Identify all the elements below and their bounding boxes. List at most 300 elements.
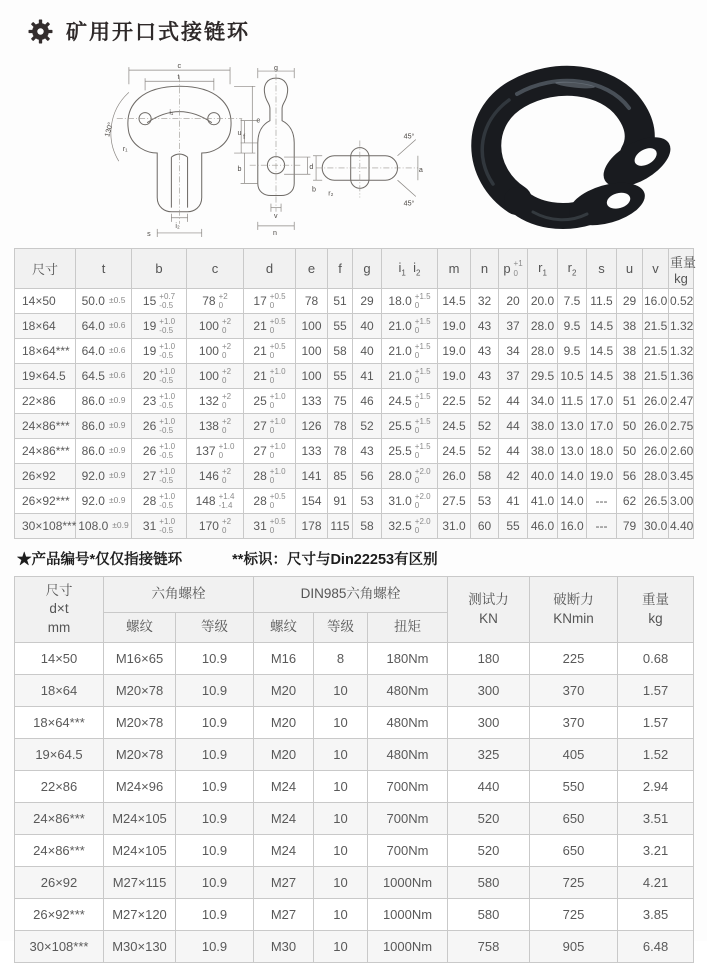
dimension-cell: 62 xyxy=(617,489,643,514)
dimension-cell: 22.5 xyxy=(438,389,471,414)
bolt-cell: M20×78 xyxy=(104,675,176,707)
dimension-row xyxy=(15,439,694,464)
dimension-cell: 100 xyxy=(296,314,328,339)
dimension-cell: 30.0 xyxy=(643,514,669,539)
bolt-cell: 300 xyxy=(448,707,530,739)
dimension-cell: 11.5 xyxy=(558,389,587,414)
dimension-col-header: s xyxy=(587,249,617,289)
dimension-cell: 21.5 xyxy=(643,314,669,339)
dim-label-t: t xyxy=(177,73,180,82)
dimension-row xyxy=(15,314,694,339)
bolt-cell: M30 xyxy=(254,931,314,963)
dimension-cell: 133 xyxy=(296,439,328,464)
dimension-col-header: g xyxy=(353,249,382,289)
dimension-cell: 26 +1.0 -0.5 xyxy=(132,439,187,464)
dimension-cell: 19×64.5 xyxy=(15,364,76,389)
dimension-cell: 25.5 +1.5 0 xyxy=(382,414,438,439)
dimension-cell: 2.75 xyxy=(669,414,694,439)
dimension-cell: 18×64 xyxy=(15,314,76,339)
bolt-cell: 10.9 xyxy=(176,707,254,739)
dimension-cell: 38 xyxy=(617,339,643,364)
bolt-cell: M24×105 xyxy=(104,835,176,867)
dimension-cell: 31.0 +2.0 0 xyxy=(382,489,438,514)
dimension-cell: 86.0 ±0.9 xyxy=(76,414,132,439)
dimension-cell: 26.0 xyxy=(438,464,471,489)
dimension-cell: 92.0 ±0.9 xyxy=(76,489,132,514)
bolt-col-header-test-force: 测试力 KN xyxy=(448,577,530,643)
dimension-cell: 19.0 xyxy=(587,464,617,489)
dimension-cell: 41 xyxy=(353,364,382,389)
bolt-cell: 300 xyxy=(448,675,530,707)
bolt-cell: 8 xyxy=(314,643,368,675)
bolt-cell: M20 xyxy=(254,739,314,771)
dimension-cell: 133 xyxy=(296,389,328,414)
dimension-cell: 78 +2 0 xyxy=(187,289,244,314)
bolt-cell: 0.68 xyxy=(618,643,694,675)
dimension-cell: 43 xyxy=(471,339,499,364)
dimension-cell: 115 xyxy=(328,514,353,539)
dimension-cell: 27 +1.0 -0.5 xyxy=(132,464,187,489)
bolt-cell: 19×64.5 xyxy=(15,739,104,771)
bolt-cell: M20×78 xyxy=(104,707,176,739)
dimension-cell: 22×86 xyxy=(15,389,76,414)
dimension-cell: 14.5 xyxy=(587,314,617,339)
dimension-col-header: e xyxy=(296,249,328,289)
bolt-cell: 520 xyxy=(448,803,530,835)
dimension-cell: 14.0 xyxy=(558,489,587,514)
dim-label-c: c xyxy=(177,62,181,71)
dim-label-45-bottom: 45° xyxy=(403,199,415,208)
bolt-cell: 1.52 xyxy=(618,739,694,771)
bolt-cell: 370 xyxy=(530,675,618,707)
dimension-cell: 4.40 xyxy=(669,514,694,539)
dimension-cell: 55 xyxy=(328,364,353,389)
dimension-cell: 79 xyxy=(617,514,643,539)
bolt-sub-header: 等级 xyxy=(314,613,368,643)
dimension-cell: 29.5 xyxy=(528,364,558,389)
bolt-cell: 1000Nm xyxy=(368,867,448,899)
dimension-cell: 19.0 xyxy=(438,339,471,364)
dimension-row xyxy=(15,364,694,389)
dimension-cell: 2.60 xyxy=(669,439,694,464)
footnote-product-number: ★产品编号*仅仅指接链环 xyxy=(17,552,183,568)
dimension-cell: 51 xyxy=(617,389,643,414)
bolt-cell: 3.21 xyxy=(618,835,694,867)
dimension-cell: 52 xyxy=(471,389,499,414)
dimension-cell: 18.0 +1.5 0 xyxy=(382,289,438,314)
bolt-cell: M20 xyxy=(254,675,314,707)
bolt-cell: 10 xyxy=(314,675,368,707)
dim-label-130: 130° xyxy=(103,121,115,138)
dim-label-i1: i₁ xyxy=(169,108,174,117)
dimension-cell: 27 +1.0 0 xyxy=(244,414,296,439)
dimension-cell: 46 xyxy=(353,389,382,414)
dimension-cell: 44 xyxy=(499,439,528,464)
dim-label-i2: i₂ xyxy=(175,221,180,230)
bolt-cell: 3.51 xyxy=(618,803,694,835)
dimension-col-header: f xyxy=(328,249,353,289)
bolt-cell: 10.9 xyxy=(176,675,254,707)
bolt-sub-header: 螺纹 xyxy=(104,613,176,643)
dimension-cell: 30×108*** xyxy=(15,514,76,539)
bolt-group-header-hex: 六角螺栓 xyxy=(104,577,254,613)
dimension-cell: 100 xyxy=(296,339,328,364)
dimension-cell: 86.0 ±0.9 xyxy=(76,389,132,414)
page-header xyxy=(28,16,250,46)
dimension-cell: 58 xyxy=(328,339,353,364)
dimension-cell: 3.45 xyxy=(669,464,694,489)
bolt-cell: 6.48 xyxy=(618,931,694,963)
bolt-cell: 725 xyxy=(530,867,618,899)
dimension-cell: 154 xyxy=(296,489,328,514)
bolt-row xyxy=(15,739,694,771)
dimension-cell: 20.0 xyxy=(528,289,558,314)
footnotes xyxy=(17,548,438,569)
bolt-cell: 700Nm xyxy=(368,803,448,835)
dimension-row xyxy=(15,389,694,414)
bolt-cell: 650 xyxy=(530,803,618,835)
bolt-sub-header: 等级 xyxy=(176,613,254,643)
dimension-cell: 25 +1.0 0 xyxy=(244,389,296,414)
dimension-cell: 3.00 xyxy=(669,489,694,514)
dimension-cell: 17.0 xyxy=(587,389,617,414)
dimension-cell: 26.0 xyxy=(643,389,669,414)
dimension-col-header: n xyxy=(471,249,499,289)
bolt-cell: 26×92 xyxy=(15,867,104,899)
bolt-cell: 10 xyxy=(314,771,368,803)
bolt-cell: 10.9 xyxy=(176,867,254,899)
bolt-cell: 24×86*** xyxy=(15,803,104,835)
dimension-cell: 46.0 xyxy=(528,514,558,539)
dimension-cell: 55 xyxy=(328,314,353,339)
dimension-cell: 26.5 xyxy=(643,489,669,514)
dimension-cell: 9.5 xyxy=(558,339,587,364)
dimension-row xyxy=(15,414,694,439)
dimension-cell: 21.5 xyxy=(643,339,669,364)
dimension-cell: 38 xyxy=(617,364,643,389)
dimension-cell: 24.5 xyxy=(438,414,471,439)
bolt-cell: 30×108*** xyxy=(15,931,104,963)
bolt-group-header-din985: DIN985六角螺栓 xyxy=(254,577,448,613)
dimension-cell: 100 +2 0 xyxy=(187,339,244,364)
bolt-cell: 180 xyxy=(448,643,530,675)
dimension-cell: 26×92*** xyxy=(15,489,76,514)
dimension-cell: 28.0 +2.0 0 xyxy=(382,464,438,489)
dimension-cell: 18×64*** xyxy=(15,339,76,364)
bolt-cell: 580 xyxy=(448,867,530,899)
dimension-cell: 56 xyxy=(617,464,643,489)
dimension-cell: 21 +0.5 0 xyxy=(244,314,296,339)
dimension-col-header: u xyxy=(617,249,643,289)
dim-label-b2: b xyxy=(312,185,316,194)
dimension-row xyxy=(15,289,694,314)
dimension-cell: 21 +1.0 0 xyxy=(244,364,296,389)
dimension-row xyxy=(15,464,694,489)
dimension-cell: 64.0 ±0.6 xyxy=(76,314,132,339)
dimension-cell: 24.5 xyxy=(438,439,471,464)
dimension-cell: 108.0 ±0.9 xyxy=(76,514,132,539)
dimension-cell: 146 +2 0 xyxy=(187,464,244,489)
dimension-cell: 27 +1.0 0 xyxy=(244,439,296,464)
dimension-cell: 17 +0.5 0 xyxy=(244,289,296,314)
bolt-cell: 480Nm xyxy=(368,739,448,771)
bolt-cell: 10.9 xyxy=(176,835,254,867)
dimension-cell: 19 +1.0 -0.5 xyxy=(132,314,187,339)
bolt-row xyxy=(15,675,694,707)
dimension-cell: 27.5 xyxy=(438,489,471,514)
bolt-cell: 1.57 xyxy=(618,675,694,707)
dim-label-n: n xyxy=(272,228,277,237)
dimension-col-header: m xyxy=(438,249,471,289)
bolt-cell: M20×78 xyxy=(104,739,176,771)
dim-label-r2: r₂ xyxy=(328,189,334,198)
dimension-cell: 75 xyxy=(328,389,353,414)
dimension-col-header: $r_2$ xyxy=(558,249,587,289)
dimension-cell: 137 +1.0 0 xyxy=(187,439,244,464)
dimension-cell: 14.5 xyxy=(587,339,617,364)
bolt-col-header-break-force: 破断力 KNmin xyxy=(530,577,618,643)
dimension-col-header: p +1 0 xyxy=(499,249,528,289)
bolt-cell: M27×120 xyxy=(104,899,176,931)
dimension-cell: --- xyxy=(587,514,617,539)
dimension-cell: --- xyxy=(587,489,617,514)
dimension-cell: 28.0 xyxy=(528,339,558,364)
dimension-cell: 9.5 xyxy=(558,314,587,339)
bolt-table xyxy=(14,576,694,963)
dimension-cell: 28.0 xyxy=(643,464,669,489)
dimension-cell: 178 xyxy=(296,514,328,539)
dimension-cell: 52 xyxy=(471,414,499,439)
dimension-cell: 21 +0.5 0 xyxy=(244,339,296,364)
bolt-row xyxy=(15,899,694,931)
dimension-cell: 21.0 +1.5 0 xyxy=(382,364,438,389)
bolt-cell: M24×105 xyxy=(104,803,176,835)
dimension-cell: 0.52 xyxy=(669,289,694,314)
bolt-cell: 580 xyxy=(448,899,530,931)
dimension-cell: 25.5 +1.5 0 xyxy=(382,439,438,464)
dimension-col-header: $r_1$ xyxy=(528,249,558,289)
dim-label-s: s xyxy=(147,229,151,238)
bolt-cell: 24×86*** xyxy=(15,835,104,867)
bolt-cell: 10.9 xyxy=(176,739,254,771)
bolt-row xyxy=(15,707,694,739)
bolt-row xyxy=(15,643,694,675)
dimension-cell: 126 xyxy=(296,414,328,439)
bolt-cell: M16 xyxy=(254,643,314,675)
bolt-cell: M24 xyxy=(254,803,314,835)
dimension-cell: 21.0 +1.5 0 xyxy=(382,314,438,339)
dimension-cell: 85 xyxy=(328,464,353,489)
dimension-cell: 1.32 xyxy=(669,314,694,339)
dimension-cell: 19.0 xyxy=(438,314,471,339)
dimension-cell: 26.0 xyxy=(643,414,669,439)
dimension-cell: 40 xyxy=(353,339,382,364)
dimension-cell: 31 +0.5 0 xyxy=(244,514,296,539)
dim-label-e: e xyxy=(256,116,261,125)
bolt-sub-header: 扭矩 xyxy=(368,613,448,643)
bolt-cell: 10 xyxy=(314,867,368,899)
dimension-cell: 24×86*** xyxy=(15,414,76,439)
dimension-cell: 86.0 ±0.9 xyxy=(76,439,132,464)
bolt-cell: 520 xyxy=(448,835,530,867)
dimension-col-header: c xyxy=(187,249,244,289)
dim-label-f: f xyxy=(243,132,246,141)
bolt-cell: 440 xyxy=(448,771,530,803)
dimension-cell: 32.5 +2.0 0 xyxy=(382,514,438,539)
bolt-cell: 2.94 xyxy=(618,771,694,803)
dimension-cell: 14.0 xyxy=(558,464,587,489)
bolt-cell: 10.9 xyxy=(176,643,254,675)
dimension-cell: 17.0 xyxy=(587,414,617,439)
bolt-cell: 10 xyxy=(314,739,368,771)
technical-drawing-end xyxy=(312,130,424,208)
dimension-cell: 19 +1.0 -0.5 xyxy=(132,339,187,364)
dimension-cell: 23 +1.0 -0.5 xyxy=(132,389,187,414)
bolt-cell: 700Nm xyxy=(368,835,448,867)
dim-label-r1: r₁ xyxy=(122,145,128,154)
dimension-cell: 41 xyxy=(499,489,528,514)
dimension-cell: 42 xyxy=(499,464,528,489)
dimension-cell: 141 xyxy=(296,464,328,489)
dimension-cell: 32 xyxy=(471,289,499,314)
dimension-cell: 52 xyxy=(353,414,382,439)
dimension-cell: 16.0 xyxy=(558,514,587,539)
dimension-cell: 31 +1.0 -0.5 xyxy=(132,514,187,539)
bolt-cell: 405 xyxy=(530,739,618,771)
dimension-cell: 21.0 +1.5 0 xyxy=(382,339,438,364)
bolt-cell: 18×64*** xyxy=(15,707,104,739)
product-photo xyxy=(455,62,700,240)
bolt-cell: 14×50 xyxy=(15,643,104,675)
dim-label-u: u xyxy=(237,128,242,137)
dimension-cell: 34 xyxy=(499,339,528,364)
dimension-cell: 1.32 xyxy=(669,339,694,364)
dimension-cell: 55 xyxy=(499,514,528,539)
bolt-col-header-weight: 重量 kg xyxy=(618,577,694,643)
bolt-row xyxy=(15,771,694,803)
dimension-cell: 41.0 xyxy=(528,489,558,514)
dimension-col-header: d xyxy=(244,249,296,289)
dimension-cell: 43 xyxy=(471,314,499,339)
dimension-cell: 100 xyxy=(296,364,328,389)
dimension-cell: 19.0 xyxy=(438,364,471,389)
dimension-cell: 100 +2 0 xyxy=(187,314,244,339)
bolt-cell: 10 xyxy=(314,835,368,867)
bolt-cell: 22×86 xyxy=(15,771,104,803)
dimension-cell: 148 +1.4 -1.4 xyxy=(187,489,244,514)
dimension-cell: 78 xyxy=(328,439,353,464)
dimension-cell: 91 xyxy=(328,489,353,514)
bolt-cell: M27 xyxy=(254,867,314,899)
dimension-cell: 14.5 xyxy=(438,289,471,314)
dimension-cell: 20 +1.0 -0.5 xyxy=(132,364,187,389)
dimension-cell: 52 xyxy=(471,439,499,464)
dimension-cell: 26×92 xyxy=(15,464,76,489)
dim-label-g: g xyxy=(273,64,278,73)
dimension-cell: 38.0 xyxy=(528,439,558,464)
dim-label-a: a xyxy=(418,166,423,175)
dimension-col-header: $i_1$ $i_2$ xyxy=(382,249,438,289)
dimension-col-header: 重量 kg xyxy=(669,249,694,289)
bolt-col-header-size: 尺寸 d×t mm xyxy=(15,577,104,643)
dimension-cell: 16.0 xyxy=(643,289,669,314)
dim-label-d: d xyxy=(309,163,314,172)
bolt-cell: 370 xyxy=(530,707,618,739)
bolt-cell: 650 xyxy=(530,835,618,867)
dimension-cell: 43 xyxy=(353,439,382,464)
dimension-cell: 40.0 xyxy=(528,464,558,489)
dimension-cell: 40 xyxy=(353,314,382,339)
bolt-cell: 4.21 xyxy=(618,867,694,899)
dimension-cell: 37 xyxy=(499,314,528,339)
bolt-row xyxy=(15,867,694,899)
dimension-cell: 37 xyxy=(499,364,528,389)
page-title: 矿用开口式接链环 xyxy=(66,21,250,44)
dimension-cell: 170 +2 0 xyxy=(187,514,244,539)
bolt-cell: 1.57 xyxy=(618,707,694,739)
bolt-cell: 10.9 xyxy=(176,771,254,803)
dim-label-45-top: 45° xyxy=(403,132,415,141)
bolt-cell: 325 xyxy=(448,739,530,771)
dimension-cell: 44 xyxy=(499,389,528,414)
technical-drawing-side xyxy=(235,64,317,236)
dimension-row xyxy=(15,489,694,514)
bolt-cell: 10 xyxy=(314,707,368,739)
dimension-cell: 11.5 xyxy=(587,289,617,314)
dimension-row xyxy=(15,514,694,539)
dimension-cell: 138 +2 0 xyxy=(187,414,244,439)
dimension-cell: 26 +1.0 -0.5 xyxy=(132,414,187,439)
dimension-table xyxy=(14,248,697,539)
dimension-cell: 7.5 xyxy=(558,289,587,314)
dimension-cell: 24×86*** xyxy=(15,439,76,464)
dimension-cell: 28 +0.5 0 xyxy=(244,489,296,514)
dimension-cell: 14.5 xyxy=(587,364,617,389)
dimension-cell: 24.5 +1.5 0 xyxy=(382,389,438,414)
footnote-din-difference: **标识：尺寸与Din22253有区别 xyxy=(232,552,438,568)
dimension-col-header: t xyxy=(76,249,132,289)
dimension-row xyxy=(15,339,694,364)
dimension-cell: 64.5 ±0.6 xyxy=(76,364,132,389)
bolt-cell: 480Nm xyxy=(368,675,448,707)
dimension-cell: 38.0 xyxy=(528,414,558,439)
bolt-cell: M24×96 xyxy=(104,771,176,803)
dimension-cell: 20 xyxy=(499,289,528,314)
bolt-cell: 10 xyxy=(314,931,368,963)
dimension-cell: 58 xyxy=(353,514,382,539)
bolt-cell: 18×64 xyxy=(15,675,104,707)
dimension-cell: 50 xyxy=(617,439,643,464)
bolt-cell: 26×92*** xyxy=(15,899,104,931)
bolt-cell: 758 xyxy=(448,931,530,963)
bolt-cell: M27×115 xyxy=(104,867,176,899)
dimension-cell: 100 +2 0 xyxy=(187,364,244,389)
bolt-cell: 10.9 xyxy=(176,803,254,835)
bolt-cell: M24 xyxy=(254,771,314,803)
dimension-cell: 92.0 ±0.9 xyxy=(76,464,132,489)
bolt-cell: 10 xyxy=(314,899,368,931)
dimension-cell: 28 +1.0 0 xyxy=(244,464,296,489)
bolt-cell: 1000Nm xyxy=(368,931,448,963)
bolt-cell: 10 xyxy=(314,803,368,835)
bolt-cell: 725 xyxy=(530,899,618,931)
dimension-cell: 1.36 xyxy=(669,364,694,389)
dimension-cell: 10.5 xyxy=(558,364,587,389)
dim-label-v: v xyxy=(273,211,278,220)
dimension-cell: 14×50 xyxy=(15,289,76,314)
bolt-cell: 480Nm xyxy=(368,707,448,739)
bolt-cell: 905 xyxy=(530,931,618,963)
